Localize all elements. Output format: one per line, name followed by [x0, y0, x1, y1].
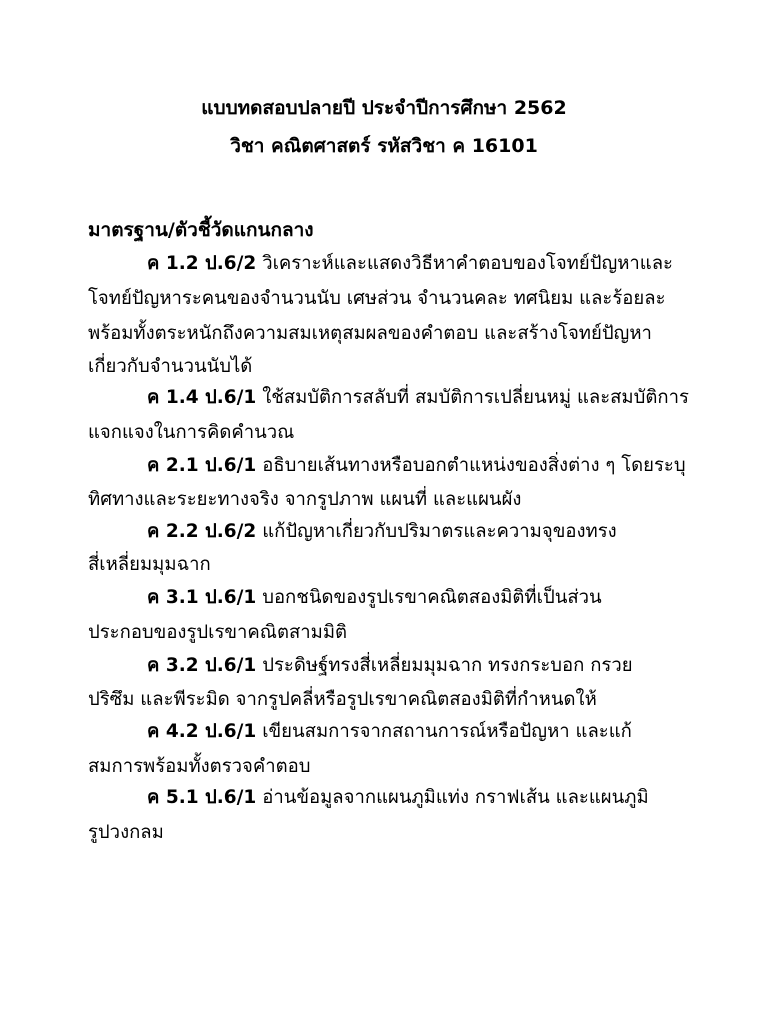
- indicator-6-line-1: [147, 654, 633, 678]
- indicator-4-line-1: [147, 520, 617, 544]
- indicator-code: ค 1.2 ป.6/2: [147, 253, 257, 274]
- indicator-8-line-1: [147, 786, 649, 810]
- indicator-text: แก้ปัญหาเกี่ยวกับปริมาตรและความจุของทรง: [262, 521, 617, 542]
- indicator-1-line-4: เกี่ยวกับจำนวนนับได้: [88, 356, 253, 377]
- indicator-1-line-1: [147, 252, 673, 276]
- section-heading: มาตรฐาน/ตัวชี้วัดแกนกลาง: [88, 219, 314, 241]
- indicator-code: ค 3.1 ป.6/1: [147, 587, 257, 608]
- indicator-text: อธิบายเส้นทางหรือบอกตำแหน่งของสิ่งต่าง ๆ โดยระบุ: [262, 455, 686, 476]
- exam-title: แบบทดสอบปลายปี ประจำปีการศึกษา 2562: [201, 97, 567, 119]
- indicator-text: เขียนสมการจากสถานการณ์หรือปัญหา และแก้: [262, 721, 632, 742]
- indicator-code: ค 2.2 ป.6/2: [147, 521, 257, 542]
- indicator-7-line-1: [147, 720, 632, 744]
- indicator-1-line-3: พร้อมทั้งตระหนักถึงความสมเหตุสมผลของคำตอบ และสร้างโจทย์ปัญหา: [88, 323, 652, 344]
- indicator-7-line-2: สมการพร้อมทั้งตรวจคำตอบ: [88, 756, 311, 777]
- indicator-5-line-2: ประกอบของรูปเรขาคณิตสามมิติ: [88, 622, 348, 643]
- indicator-code: ค 5.1 ป.6/1: [147, 787, 257, 808]
- indicator-3-line-2: ทิศทางและระยะทางจริง จากรูปภาพ แผนที่ และแผนผัง: [88, 489, 522, 510]
- indicator-2-line-1: [147, 386, 689, 410]
- indicator-text: อ่านข้อมูลจากแผนภูมิแท่ง กราฟเส้น และแผนภูมิ: [262, 787, 649, 808]
- indicator-text: ประดิษฐ์ทรงสี่เหลี่ยมมุมฉาก ทรงกระบอก กรวย: [262, 655, 633, 676]
- indicator-text: บอกชนิดของรูปเรขาคณิตสองมิติที่เป็นส่วน: [262, 587, 602, 608]
- indicator-5-line-1: [147, 586, 602, 610]
- subject-title: วิชา คณิตศาสตร์ รหัสวิชา ค 16101: [230, 135, 538, 157]
- indicator-2-line-2: แจกแจงในการคิดคำนวณ: [88, 422, 295, 443]
- indicator-code: ค 1.4 ป.6/1: [147, 387, 257, 408]
- indicator-text: ใช้สมบัติการสลับที่ สมบัติการเปลี่ยนหมู่ และสมบัติการ: [262, 387, 689, 408]
- indicator-code: ค 2.1 ป.6/1: [147, 455, 257, 476]
- indicator-3-line-1: [147, 454, 686, 478]
- indicator-code: ค 3.2 ป.6/1: [147, 655, 257, 676]
- indicator-8-line-2: รูปวงกลม: [88, 822, 164, 843]
- indicator-4-line-2: สี่เหลี่ยมมุมฉาก: [88, 554, 211, 575]
- indicator-1-line-2: โจทย์ปัญหาระคนของจำนวนนับ เศษส่วน จำนวนคละ ทศนิยม และร้อยละ: [88, 288, 666, 309]
- indicator-code: ค 4.2 ป.6/1: [147, 721, 257, 742]
- indicator-text: วิเคราะห์และแสดงวิธีหาคำตอบของโจทย์ปัญหาและ: [262, 253, 673, 274]
- indicator-6-line-2: ปริซึม และพีระมิด จากรูปคลี่หรือรูปเรขาคณิตสองมิติที่กำหนดให้: [88, 689, 597, 710]
